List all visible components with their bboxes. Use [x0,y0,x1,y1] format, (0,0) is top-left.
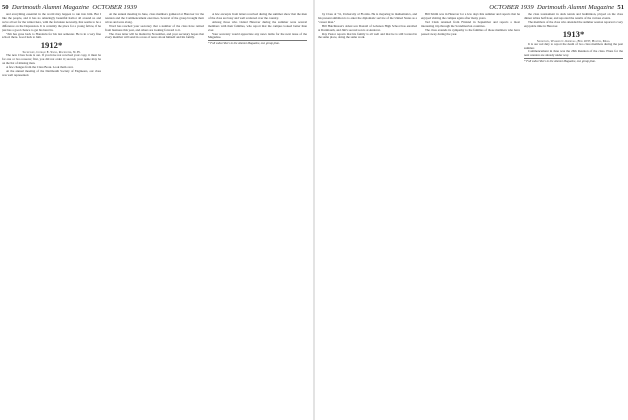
left-column-3 [208,13,307,417]
paragraph: A few excerpts from letters received during the summer show that the men of the class are busy and well scattered over the country. [208,13,307,20]
paragraph: A few changes from the Class Book. Look them over. [6,65,74,70]
left-running-head [2,3,308,13]
page-gutter [313,0,315,420]
paragraph: Your secretary would appreciate any news items for the next issue of the Magazine. [208,31,307,40]
paragraph: It is our sad duty to report the death of two class members during the past summer. [524,41,623,50]
paragraph: Among those who visited Hanover during the summer were several members with their families, who report that the campus looked better than ever. [208,19,307,32]
paragraph: Word has reached your secretary that a number of the class have retired from business this year, and others are looking forward to it. [105,23,204,32]
paragraph: the class tournament in deck tennis and badminton, played on the class dinner tables half hour, and reported the results of the various events. [524,13,623,20]
class-secretary-1913: Secretary, Warren C. Kendall, Box 1037, Boston, Mass. [536,38,611,43]
right-column-3 [524,13,623,417]
paragraph: The members of the class who attended the summer session reported a very enjoyable time in Hanover. [524,19,623,28]
paragraph: At the annual meeting in June, class members gathered at Hanover for the reunion and the Commencement exercises. Several of the group brought their wives and sons along. [105,13,204,24]
right-issue-month: OCTOBER 1939 [489,4,534,11]
right-column-2 [421,13,520,417]
right-running-head [318,3,624,13]
paragraph: The class extends its sympathy to the families of those members who have passed away during the year. [421,27,520,36]
paragraph: Ray Pastor reports that his family is all well and that he is still located in the same place, doing the same work. [318,31,417,40]
paragraph: by Class of '31, University of Florida. He is majoring in mathematics, and his present ambition is to enter the diplomatic service of the United States as a "career man." [318,13,417,24]
footnote: * Full subscribers to the Alumni Magazine, one group plan. [524,58,623,64]
footnote: * Full subscribers to the Alumni Magazine, one group plan. [208,40,307,46]
paragraph: At the annual meeting of the Dartmouth Society of Engineers, our class was well represented. [2,68,101,77]
left-column-1 [2,13,101,417]
left-column-2 [105,13,204,417]
paragraph: "Jim has gone back to Honolulu for his last semester. He is in a very fine school there. Good luck to him. [2,31,101,40]
paragraph: Bill Hutchinson's oldest son Donald of Lebanon High School has enrolled at Dartmouth, and Jim's second son is at Andover. [318,23,417,32]
paragraph: The class letter will be mailed in November, and your secretary hopes that every member will send in a note of news about himself and his family. [105,31,204,40]
class-heading-1912: 1912* [40,40,63,51]
paragraph: Commencement in June was the 26th Reunion of the class. Plans for the next reunion are already under way. [524,49,623,58]
left-page [2,0,308,420]
right-column-1 [318,13,417,417]
paragraph: The new Class book is out. If you have not received your copy, it must be for one or two reasons; first, you did not order it; second, your name may be on the list of missing men. [2,53,101,66]
right-page [318,0,624,420]
left-magazine-title: Dartmouth Alumni Magazine [11,4,90,11]
left-issue-month: OCTOBER 1939 [92,4,137,11]
class-heading-1913: 1913* [562,28,585,39]
left-page-number: 50 [2,4,9,11]
right-page-number: 51 [617,4,624,11]
class-secretary-1912: Secretary, Conrad E. Snow, Rochester, N. H. [22,50,81,55]
right-magazine-title: Dartmouth Alumni Magazine [536,4,615,11]
paragraph: Bill Smith was in Hanover for a few days this summer and reports that he enjoyed visiting the campus again after many years. [421,13,520,20]
paragraph: Ted Clark returned from Finland in September and reports a most interesting trip through the Scandinavian countries. [421,19,520,28]
paragraph: and everything essential in the world may happen to run into him. But I like the people, and it has no amazingly beautiful harbor all around us and we're all set for the winter here, with the fortunate necessity, that seems to be a difference on the Depression. It is certainly the place for a young fellow, if he just has a good chance to get his hand in. [2,13,101,32]
